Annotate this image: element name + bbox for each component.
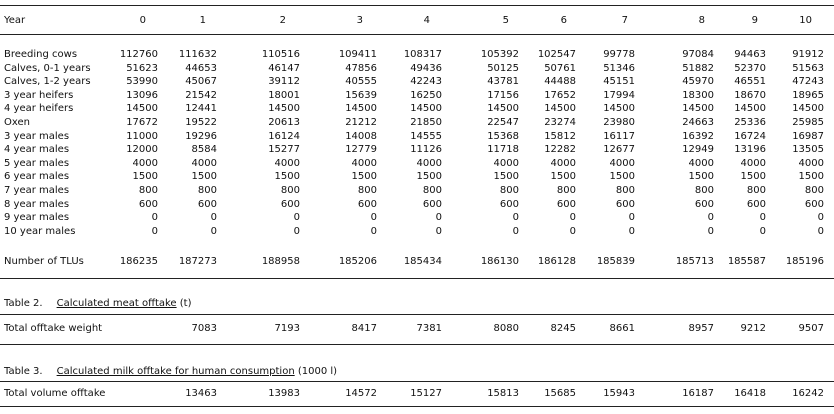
total-cell: 187273 [178, 256, 217, 267]
table-cell: 800 [499, 185, 519, 196]
table-cell: 45067 [185, 76, 217, 88]
table1-total-row [0, 255, 834, 268]
total-cell: 185196 [785, 256, 824, 267]
table-cell: 16250 [410, 89, 442, 101]
table-row [0, 143, 834, 156]
table-cell: 16117 [603, 130, 635, 142]
row-label: 4 year heifers [4, 103, 74, 115]
row-label: 10 year males [4, 225, 76, 237]
table-cell: 25985 [792, 117, 824, 128]
table1-header-rule [0, 34, 834, 35]
table-cell: 14500 [734, 103, 766, 115]
year-header-3: 3 [356, 15, 363, 26]
table-cell: 0 [435, 225, 442, 237]
row-label: 6 year males [4, 171, 70, 183]
table-cell: 14500 [603, 103, 635, 115]
table-cell: 23980 [603, 117, 635, 128]
table-cell: 0 [370, 212, 377, 224]
year-header-1: 1 [199, 15, 206, 26]
table-cell: 0 [151, 225, 158, 237]
total-cell: 185587 [727, 256, 766, 267]
table-cell: 0 [512, 225, 519, 237]
table-cell: 800 [357, 185, 377, 196]
table-cell: 4000 [550, 157, 576, 169]
row-label: 3 year heifers [4, 89, 74, 101]
year-header-7: 7 [621, 15, 628, 26]
table3-top-rule [0, 381, 834, 382]
table-row [0, 225, 834, 238]
table-row [0, 170, 834, 183]
table-cell: 4000 [740, 157, 766, 169]
table-cell: 4000 [274, 157, 300, 169]
table-cell: 18300 [682, 89, 714, 101]
total-cell: 188958 [261, 256, 300, 267]
table-cell: 110516 [261, 49, 300, 60]
table-cell: 15277 [268, 144, 300, 156]
row-label: Oxen [4, 117, 30, 128]
table-cell: 0 [759, 212, 766, 224]
year-header-label: Year [4, 15, 26, 26]
table-cell: 47243 [792, 76, 824, 88]
table-cell: 800 [746, 185, 766, 196]
year-header-8: 8 [698, 15, 705, 26]
table-cell: 1500 [550, 171, 576, 183]
table-cell: 800 [615, 185, 635, 196]
table-row [0, 102, 834, 115]
table-cell: 13505 [792, 144, 824, 156]
table-cell: 11126 [410, 144, 442, 156]
year-header-0: 0 [139, 15, 146, 26]
table-cell: 14500 [126, 103, 158, 115]
table3-cell: 13983 [268, 388, 300, 399]
table3-title [4, 365, 337, 378]
table-cell: 800 [422, 185, 442, 196]
table-cell: 600 [357, 198, 377, 210]
table-cell: 17994 [603, 89, 635, 101]
table-cell: 1500 [351, 171, 377, 183]
year-header-2: 2 [279, 15, 286, 26]
table2-cell: 7083 [191, 323, 217, 334]
total-cell: 186130 [480, 256, 519, 267]
year-header-5: 5 [502, 15, 509, 26]
table-cell: 46551 [734, 76, 766, 88]
table2-title-text: Calculated meat offtake [56, 298, 177, 309]
table2-cell: 9212 [740, 323, 766, 334]
row-label: 3 year males [4, 130, 70, 142]
table-cell: 46147 [268, 62, 300, 74]
table-row [0, 48, 834, 61]
table-cell: 19296 [185, 130, 217, 142]
row-label: 7 year males [4, 185, 70, 196]
table-cell: 600 [556, 198, 576, 210]
table-cell: 20613 [268, 117, 300, 128]
table-row [0, 62, 834, 75]
table-cell: 105392 [480, 49, 519, 60]
table-cell: 600 [197, 198, 217, 210]
table-cell: 0 [151, 212, 158, 224]
total-cell: 186128 [537, 256, 576, 267]
table-cell: 0 [293, 212, 300, 224]
table-cell: 15368 [487, 130, 519, 142]
table2-cell: 9507 [798, 323, 824, 334]
table3-cell: 16418 [734, 388, 766, 399]
row-label: 5 year males [4, 157, 70, 169]
table-cell: 13096 [126, 89, 158, 101]
table-row [0, 89, 834, 102]
table-cell: 52370 [734, 62, 766, 74]
table-cell: 800 [694, 185, 714, 196]
table-cell: 14555 [410, 130, 442, 142]
table3-row-label: Total volume offtake [4, 388, 106, 399]
table2-top-rule [0, 314, 834, 315]
table-cell: 97084 [682, 49, 714, 60]
table-cell: 22547 [487, 117, 519, 128]
table-cell: 15639 [345, 89, 377, 101]
table-cell: 42243 [410, 76, 442, 88]
table-cell: 14500 [345, 103, 377, 115]
table-cell: 0 [707, 212, 714, 224]
table-cell: 17156 [487, 89, 519, 101]
table-cell: 1500 [609, 171, 635, 183]
table-cell: 0 [293, 225, 300, 237]
year-header-9: 9 [751, 15, 758, 26]
table-cell: 51346 [603, 62, 635, 74]
table-cell: 600 [746, 198, 766, 210]
table-cell: 45970 [682, 76, 714, 88]
table-cell: 1500 [493, 171, 519, 183]
table-cell: 14008 [345, 130, 377, 142]
table-cell: 16124 [268, 130, 300, 142]
table-cell: 112760 [119, 49, 158, 60]
table-cell: 23274 [544, 117, 576, 128]
table-cell: 600 [694, 198, 714, 210]
table-cell: 102547 [537, 49, 576, 60]
table-cell: 14500 [268, 103, 300, 115]
table-cell: 0 [817, 225, 824, 237]
table-cell: 600 [138, 198, 158, 210]
total-cell: 185206 [338, 256, 377, 267]
table-cell: 40555 [345, 76, 377, 88]
table-cell: 800 [197, 185, 217, 196]
table-cell: 12441 [185, 103, 217, 115]
table-cell: 108317 [403, 49, 442, 60]
table-cell: 800 [138, 185, 158, 196]
table3-number: Table 3. [4, 366, 43, 377]
table-cell: 21542 [185, 89, 217, 101]
table-cell: 4000 [609, 157, 635, 169]
table-cell: 12779 [345, 144, 377, 156]
table3-cell: 13463 [185, 388, 217, 399]
table-cell: 39112 [268, 76, 300, 88]
table2-title [4, 297, 192, 310]
year-header-6: 6 [560, 15, 567, 26]
table2-cell: 8245 [550, 323, 576, 334]
total-cell: 186235 [119, 256, 158, 267]
table-cell: 14500 [487, 103, 519, 115]
table3-cell: 15685 [544, 388, 576, 399]
table3-cell: 16242 [792, 388, 824, 399]
table-cell: 16987 [792, 130, 824, 142]
table-cell: 12949 [682, 144, 714, 156]
table-row [0, 184, 834, 197]
table2-cell: 7193 [274, 323, 300, 334]
table-cell: 600 [499, 198, 519, 210]
table3-cell: 16187 [682, 388, 714, 399]
table-cell: 600 [615, 198, 635, 210]
total-cell: 185713 [675, 256, 714, 267]
table-row [0, 157, 834, 170]
table2-bottom-rule [0, 344, 834, 345]
table-cell: 8584 [191, 144, 217, 156]
table-cell: 49436 [410, 62, 442, 74]
total-cell: 185434 [403, 256, 442, 267]
row-label: Calves, 0-1 years [4, 62, 91, 74]
table-cell: 1500 [416, 171, 442, 183]
table-cell: 0 [707, 225, 714, 237]
table-cell: 17652 [544, 89, 576, 101]
table-cell: 4000 [688, 157, 714, 169]
row-label: 4 year males [4, 144, 70, 156]
table-cell: 44488 [544, 76, 576, 88]
table-row [0, 198, 834, 211]
table3-row [0, 387, 834, 400]
table-cell: 14500 [792, 103, 824, 115]
table-cell: 19522 [185, 117, 217, 128]
table-cell: 50125 [487, 62, 519, 74]
total-cell: 185839 [596, 256, 635, 267]
table2-number: Table 2. [4, 298, 43, 309]
row-label: 8 year males [4, 198, 70, 210]
table-cell: 13196 [734, 144, 766, 156]
table2-cell: 7381 [416, 323, 442, 334]
total-label: Number of TLUs [4, 256, 84, 267]
table-cell: 21212 [345, 117, 377, 128]
table-cell: 0 [512, 212, 519, 224]
table-cell: 1500 [191, 171, 217, 183]
table-cell: 14500 [410, 103, 442, 115]
table-cell: 51623 [126, 62, 158, 74]
table-cell: 21850 [410, 117, 442, 128]
table-cell: 0 [370, 225, 377, 237]
year-header-4: 4 [423, 15, 430, 26]
table-cell: 17672 [126, 117, 158, 128]
table-cell: 600 [804, 198, 824, 210]
table-cell: 0 [817, 212, 824, 224]
table-cell: 1500 [132, 171, 158, 183]
table-cell: 12282 [544, 144, 576, 156]
table-cell: 11718 [487, 144, 519, 156]
table2-cell: 8661 [609, 323, 635, 334]
table-row [0, 211, 834, 224]
table2-row-label: Total offtake weight [4, 323, 103, 334]
table3-cell: 14572 [345, 388, 377, 399]
table-cell: 18001 [268, 89, 300, 101]
table-cell: 800 [280, 185, 300, 196]
table-cell: 44653 [185, 62, 217, 74]
table-cell: 12000 [126, 144, 158, 156]
table-cell: 50761 [544, 62, 576, 74]
table-cell: 0 [210, 212, 217, 224]
table-cell: 800 [556, 185, 576, 196]
table1-bottom-rule [0, 278, 834, 279]
table-cell: 1500 [798, 171, 824, 183]
table-cell: 111632 [178, 49, 217, 60]
table-cell: 15812 [544, 130, 576, 142]
table-cell: 11000 [126, 130, 158, 142]
table-cell: 600 [280, 198, 300, 210]
table3-cell: 15813 [487, 388, 519, 399]
table1-top-rule [0, 5, 834, 6]
table-cell: 0 [569, 225, 576, 237]
row-label: Breeding cows [4, 49, 78, 60]
table2-cell: 8957 [688, 323, 714, 334]
table-row [0, 130, 834, 143]
table2-cell: 8417 [351, 323, 377, 334]
table-cell: 109411 [338, 49, 377, 60]
table-cell: 12677 [603, 144, 635, 156]
table-cell: 0 [569, 212, 576, 224]
table-cell: 14500 [682, 103, 714, 115]
table1-header-row [0, 14, 834, 27]
table3-bottom-rule [0, 406, 834, 407]
table-cell: 94463 [734, 49, 766, 60]
table-cell: 0 [435, 212, 442, 224]
table-cell: 47856 [345, 62, 377, 74]
table-cell: 4000 [351, 157, 377, 169]
table-cell: 0 [759, 225, 766, 237]
table-cell: 14500 [544, 103, 576, 115]
table3-title-text: Calculated milk offtake for human consumption [56, 366, 295, 377]
table3-unit: (1000 l) [297, 366, 338, 377]
table-cell: 25336 [734, 117, 766, 128]
table-cell: 18965 [792, 89, 824, 101]
table-cell: 43781 [487, 76, 519, 88]
table3-cell: 15127 [410, 388, 442, 399]
table-cell: 0 [210, 225, 217, 237]
table-row [0, 75, 834, 88]
table-cell: 0 [628, 212, 635, 224]
table2-cell: 8080 [493, 323, 519, 334]
table-cell: 4000 [132, 157, 158, 169]
table3-cell: 15943 [603, 388, 635, 399]
row-label: Calves, 1-2 years [4, 76, 91, 88]
table-cell: 16392 [682, 130, 714, 142]
table-cell: 4000 [416, 157, 442, 169]
table-row [0, 116, 834, 129]
table-cell: 91912 [792, 49, 824, 60]
table-cell: 1500 [274, 171, 300, 183]
table-cell: 53990 [126, 76, 158, 88]
table-cell: 4000 [493, 157, 519, 169]
row-label: 9 year males [4, 212, 70, 224]
table-cell: 16724 [734, 130, 766, 142]
table-cell: 51882 [682, 62, 714, 74]
table-cell: 1500 [740, 171, 766, 183]
table-cell: 51563 [792, 62, 824, 74]
table-cell: 99778 [603, 49, 635, 60]
table-cell: 18670 [734, 89, 766, 101]
table2-unit: (t) [179, 298, 192, 309]
table-cell: 600 [422, 198, 442, 210]
table2-row [0, 322, 834, 335]
table-cell: 0 [628, 225, 635, 237]
table-cell: 1500 [688, 171, 714, 183]
table-cell: 45151 [603, 76, 635, 88]
year-header-10: 10 [799, 15, 812, 26]
table-cell: 800 [804, 185, 824, 196]
table-cell: 4000 [798, 157, 824, 169]
table-cell: 4000 [191, 157, 217, 169]
table-cell: 24663 [682, 117, 714, 128]
